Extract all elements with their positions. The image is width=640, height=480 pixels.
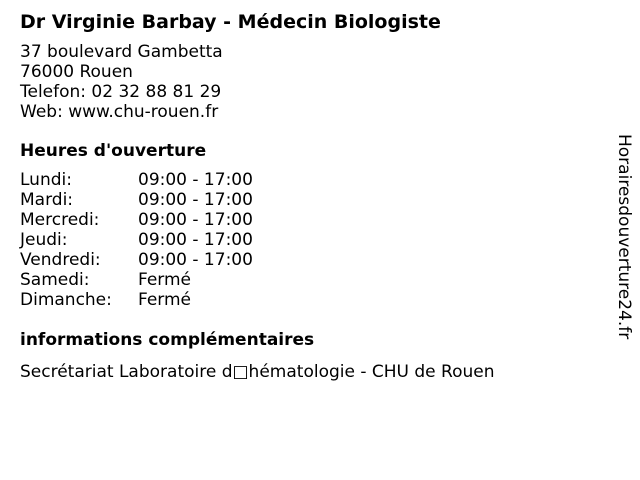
postal-city: 76000 Rouen bbox=[20, 62, 133, 82]
hours-row-friday bbox=[20, 250, 600, 270]
hours-row-monday bbox=[20, 170, 600, 190]
site-watermark: Horairesdouverture24.fr bbox=[614, 134, 634, 340]
hours-value: 09:00 - 17:00 bbox=[138, 230, 253, 250]
phone-number: Telefon: 02 32 88 81 29 bbox=[20, 82, 222, 102]
day-label: Vendredi: bbox=[20, 250, 101, 270]
day-label: Mercredi: bbox=[20, 210, 100, 230]
hours-row-sunday bbox=[20, 290, 600, 310]
day-label: Lundi: bbox=[20, 170, 72, 190]
day-label: Jeudi: bbox=[20, 230, 68, 250]
day-label: Samedi: bbox=[20, 270, 90, 290]
hours-value: 09:00 - 17:00 bbox=[138, 190, 253, 210]
page-title: Dr Virginie Barbay - Médecin Biologiste bbox=[20, 11, 441, 33]
hours-row-tuesday bbox=[20, 190, 600, 210]
address-block bbox=[20, 42, 600, 122]
hours-row-thursday bbox=[20, 230, 600, 250]
opening-hours-table bbox=[20, 170, 600, 310]
listing-card bbox=[20, 8, 600, 383]
day-label: Mardi: bbox=[20, 190, 74, 210]
additional-info-heading: informations complémentaires bbox=[20, 330, 315, 350]
hours-value: 09:00 - 17:00 bbox=[138, 170, 253, 190]
street-address: 37 boulevard Gambetta bbox=[20, 42, 223, 62]
opening-hours-heading: Heures d'ouverture bbox=[20, 141, 207, 161]
hours-row-saturday bbox=[20, 270, 600, 290]
hours-value: Fermé bbox=[138, 290, 192, 310]
day-label: Dimanche: bbox=[20, 290, 112, 310]
website-link[interactable]: Web: www.chu-rouen.fr bbox=[20, 102, 219, 122]
hours-value: 09:00 - 17:00 bbox=[138, 250, 253, 270]
hours-value: 09:00 - 17:00 bbox=[138, 210, 253, 230]
additional-info-text: Secrétariat Laboratoire d□hématologie - CHU de Rouen bbox=[20, 362, 495, 382]
hours-value: Fermé bbox=[138, 270, 192, 290]
hours-row-wednesday bbox=[20, 210, 600, 230]
